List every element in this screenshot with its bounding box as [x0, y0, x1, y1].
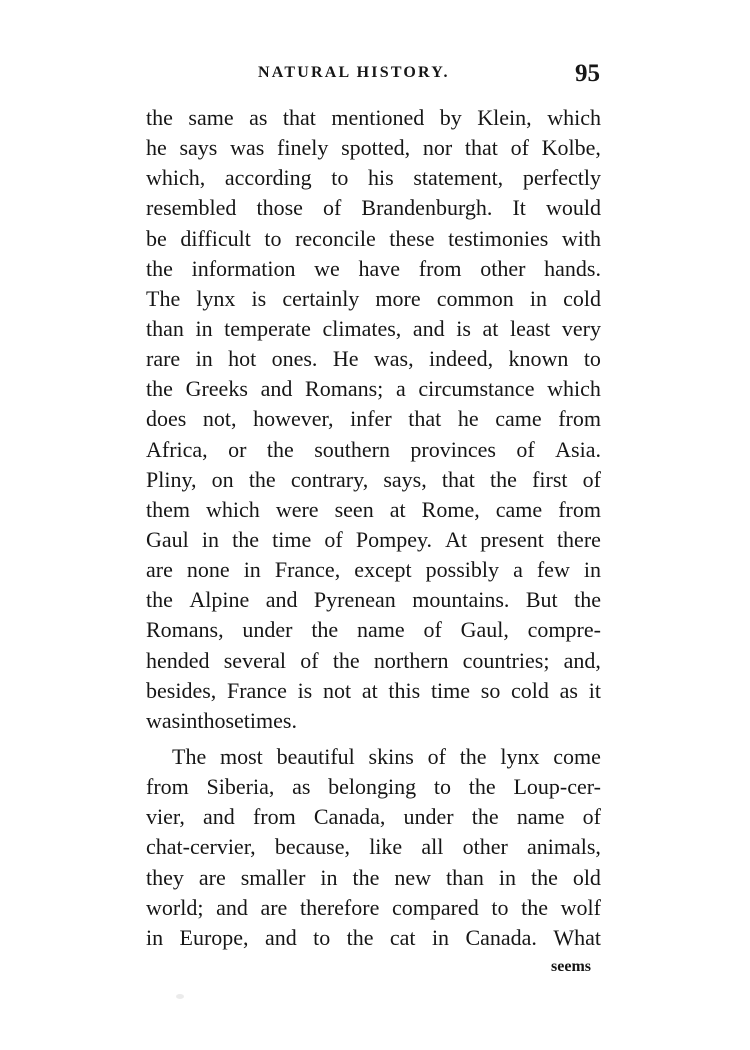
text-line	[146, 404, 601, 434]
word: Pompey.	[355, 526, 433, 552]
word: was,	[373, 346, 414, 372]
word: statement,	[413, 165, 504, 191]
word: and	[203, 804, 235, 830]
word: the	[332, 647, 360, 673]
word: are	[146, 557, 173, 583]
word: that	[441, 466, 475, 492]
word: to	[583, 346, 601, 372]
word: that	[408, 406, 442, 432]
text-line	[146, 344, 601, 374]
word: Gaul,	[460, 617, 509, 643]
word: animals,	[527, 834, 601, 860]
text-line	[146, 525, 601, 555]
word: lynx	[500, 743, 540, 769]
word: What	[553, 924, 601, 950]
word: it	[588, 677, 601, 703]
word: which,	[146, 165, 206, 191]
word: are	[260, 894, 288, 920]
word: lynx	[196, 285, 236, 311]
word: chat-cervier,	[146, 834, 256, 860]
word: is	[251, 285, 267, 311]
word: we	[314, 255, 340, 281]
word: other	[480, 255, 526, 281]
word: It	[512, 195, 526, 221]
text-line	[146, 103, 601, 133]
word: is	[297, 677, 313, 703]
word: nor	[422, 135, 453, 161]
word: Loup-cer-	[513, 774, 601, 800]
word: that	[464, 135, 498, 161]
word: under	[403, 804, 454, 830]
word: spotted,	[341, 135, 411, 161]
word: to	[264, 225, 282, 251]
text-line	[146, 893, 601, 923]
text-line	[146, 923, 601, 953]
word: and	[260, 376, 293, 402]
word: perfectly	[522, 165, 601, 191]
word: seen	[334, 496, 374, 522]
word: Romans,	[146, 617, 224, 643]
word: Africa,	[146, 436, 208, 462]
word: of	[516, 436, 535, 462]
word: like	[369, 834, 403, 860]
word: cold	[563, 285, 601, 311]
word: least	[509, 315, 551, 341]
word: that	[282, 105, 316, 130]
word: skins	[368, 743, 414, 769]
word: mountains.	[412, 587, 510, 613]
text-line	[146, 284, 601, 314]
word: Romans;	[305, 376, 384, 402]
word: northern	[373, 647, 449, 673]
word: there	[556, 526, 601, 552]
word: Greeks	[185, 376, 248, 402]
word: in	[498, 864, 516, 890]
running-title: NATURAL HISTORY.	[258, 64, 450, 81]
word: in	[529, 285, 547, 311]
word: than	[146, 315, 184, 341]
text-line	[146, 224, 601, 254]
paragraph-2	[146, 742, 601, 953]
word: none	[186, 557, 230, 583]
word: he	[146, 135, 167, 161]
word: name	[357, 617, 405, 643]
text-line	[146, 676, 601, 706]
word: from	[418, 255, 462, 281]
word: these	[389, 225, 435, 251]
word: the	[468, 774, 496, 800]
word: of	[324, 526, 343, 552]
word: with	[561, 225, 601, 251]
text-line	[146, 555, 601, 585]
word: common	[436, 285, 514, 311]
word: in	[180, 707, 198, 733]
text-line	[146, 863, 601, 893]
word: Brandenburgh.	[361, 195, 493, 221]
word: from	[252, 804, 296, 830]
word: He	[332, 346, 359, 372]
word: several	[223, 647, 287, 673]
word: in	[195, 346, 213, 372]
text-line	[146, 772, 601, 802]
word: cat	[389, 924, 416, 950]
word: than	[446, 864, 484, 890]
text-line	[146, 133, 601, 163]
word: and	[265, 587, 298, 613]
word: same	[188, 105, 234, 130]
text-line	[146, 585, 601, 615]
word: the	[521, 894, 548, 920]
word: and	[216, 894, 248, 920]
word: of	[427, 743, 446, 769]
word: so	[480, 677, 501, 703]
text-line	[146, 314, 601, 344]
word: possibly	[425, 557, 500, 583]
word: because,	[274, 834, 350, 860]
word: finely	[277, 135, 329, 161]
word: to	[491, 894, 509, 920]
word: hot	[228, 346, 257, 372]
word: from	[146, 774, 189, 800]
word: on	[211, 466, 234, 492]
word: not	[322, 677, 352, 703]
word: Siberia,	[206, 774, 275, 800]
word: however,	[253, 406, 334, 432]
word: of	[423, 617, 442, 643]
word: climates,	[322, 315, 402, 341]
word: At	[445, 526, 468, 552]
word: at	[482, 315, 499, 341]
word: the	[232, 526, 260, 552]
word: in	[243, 557, 261, 583]
word: be	[146, 225, 167, 251]
word: this	[388, 677, 421, 703]
word: the	[146, 105, 173, 130]
word: smaller	[240, 864, 306, 890]
word: Pyrenean	[313, 587, 396, 613]
word: of	[510, 135, 529, 161]
word: certainly	[282, 285, 360, 311]
word: the	[574, 587, 601, 613]
word: countries;	[462, 647, 550, 673]
word: the	[248, 466, 276, 492]
word: of	[582, 804, 601, 830]
word: by	[439, 105, 462, 130]
word: in	[195, 315, 213, 341]
word: infer	[350, 406, 392, 432]
word: the	[490, 466, 517, 492]
word: Kolbe,	[541, 135, 601, 161]
word: to	[433, 774, 452, 800]
word: testimonies	[448, 225, 549, 251]
word: of	[300, 647, 319, 673]
word: a	[395, 376, 406, 402]
word: the	[471, 804, 499, 830]
text-line	[146, 646, 601, 676]
word: have	[358, 255, 401, 281]
word: does	[146, 406, 187, 432]
word: difficult	[180, 225, 251, 251]
word: The	[172, 743, 207, 769]
word: all	[421, 834, 444, 860]
word: provinces	[410, 436, 496, 462]
word: Asia.	[555, 436, 601, 462]
word: at	[361, 677, 378, 703]
word: and,	[563, 647, 601, 673]
word: except	[354, 557, 412, 583]
word: cold	[511, 677, 549, 703]
word: present	[480, 526, 544, 552]
text-line	[146, 254, 601, 284]
text-line	[146, 465, 601, 495]
word: more	[375, 285, 421, 311]
text-line	[146, 495, 601, 525]
word: vier,	[146, 804, 185, 830]
text-line	[146, 706, 601, 736]
word: and	[264, 924, 297, 950]
word: in	[201, 526, 220, 552]
word: Alpine	[189, 587, 250, 613]
word: Pliny,	[146, 466, 197, 492]
word: says	[179, 135, 218, 161]
paragraph-1	[146, 103, 601, 736]
word: indeed,	[428, 346, 494, 372]
word: known	[508, 346, 569, 372]
word: The	[146, 285, 181, 311]
word: was	[146, 707, 181, 733]
word: says,	[383, 466, 427, 492]
text-line	[146, 435, 601, 465]
word: ones.	[271, 346, 318, 372]
word: hands.	[544, 255, 601, 281]
word: the	[459, 743, 487, 769]
word: hended	[146, 647, 210, 673]
word: most	[219, 743, 263, 769]
word: the	[266, 436, 294, 462]
word: not,	[202, 406, 237, 432]
word: his	[368, 165, 394, 191]
text-line	[146, 193, 601, 223]
word: the	[146, 376, 173, 402]
word: besides,	[146, 677, 217, 703]
word: mentioned	[331, 105, 425, 130]
word: to	[313, 924, 331, 950]
page-number: 95	[575, 60, 600, 87]
word: times.	[243, 707, 297, 733]
word: from	[558, 496, 601, 522]
word: Klein,	[477, 105, 532, 130]
word: the	[146, 587, 173, 613]
word: Canada,	[313, 804, 386, 830]
word: those	[197, 707, 244, 733]
word: as	[292, 774, 311, 800]
running-head	[148, 60, 600, 94]
word: would	[546, 195, 601, 221]
word: wolf	[560, 894, 601, 920]
word: the	[346, 924, 374, 950]
word: Rome,	[421, 496, 480, 522]
word: old	[572, 864, 601, 890]
word: name	[516, 804, 565, 830]
word: Canada.	[465, 924, 537, 950]
word: belonging	[328, 774, 417, 800]
text-line	[146, 615, 601, 645]
word: first	[532, 466, 568, 492]
word: and	[412, 315, 445, 341]
word: he	[457, 406, 479, 432]
word: in	[320, 864, 338, 890]
word: the	[352, 864, 380, 890]
word: southern	[314, 436, 390, 462]
word: But	[525, 587, 558, 613]
word: of	[582, 466, 601, 492]
word: which	[547, 376, 601, 402]
word: come	[553, 743, 601, 769]
word: from	[558, 406, 601, 432]
word: other	[462, 834, 508, 860]
word: compre-	[527, 617, 601, 643]
word: Gaul	[146, 526, 189, 552]
word: time	[272, 526, 312, 552]
word: or	[228, 436, 247, 462]
word: were	[275, 496, 319, 522]
word: in	[431, 924, 450, 950]
word: they	[146, 864, 184, 890]
word: the	[146, 255, 173, 281]
word: time	[430, 677, 471, 703]
word: in	[146, 924, 164, 950]
word: which	[547, 105, 601, 130]
word: France	[226, 677, 287, 703]
word: to	[331, 165, 349, 191]
word: is	[456, 315, 471, 341]
word: the	[530, 864, 558, 890]
word: information	[191, 255, 296, 281]
word: reconcile	[295, 225, 376, 251]
text-line	[146, 742, 601, 772]
body-text	[146, 103, 601, 953]
word: under	[242, 617, 293, 643]
word: compared	[391, 894, 479, 920]
word: resembled	[146, 195, 237, 221]
word: them	[146, 496, 190, 522]
word: in	[583, 557, 601, 583]
word: contrary,	[290, 466, 369, 492]
word: very	[561, 315, 601, 341]
word: came	[495, 496, 543, 522]
word: therefore	[299, 894, 380, 920]
word: few	[536, 557, 570, 583]
text-line	[146, 374, 601, 404]
word: according	[224, 165, 312, 191]
word: which	[206, 496, 260, 522]
word: new	[394, 864, 432, 890]
word: of	[323, 195, 342, 221]
word: beautiful	[276, 743, 355, 769]
word: circumstance	[418, 376, 535, 402]
word: came	[495, 406, 542, 432]
word: France,	[274, 557, 341, 583]
word: Europe,	[179, 924, 249, 950]
catchword: seems	[551, 958, 591, 975]
word: are	[198, 864, 226, 890]
word: at	[389, 496, 406, 522]
paper-speck	[176, 994, 184, 999]
word: those	[256, 195, 303, 221]
word: rare	[146, 346, 181, 372]
word: a	[513, 557, 523, 583]
word: world;	[146, 894, 204, 920]
word: as	[249, 105, 268, 130]
text-line	[146, 802, 601, 832]
word: was	[230, 135, 265, 161]
word: temperate	[224, 315, 311, 341]
text-line	[146, 832, 601, 862]
text-line	[146, 163, 601, 193]
word: as	[559, 677, 578, 703]
word: the	[311, 617, 339, 643]
